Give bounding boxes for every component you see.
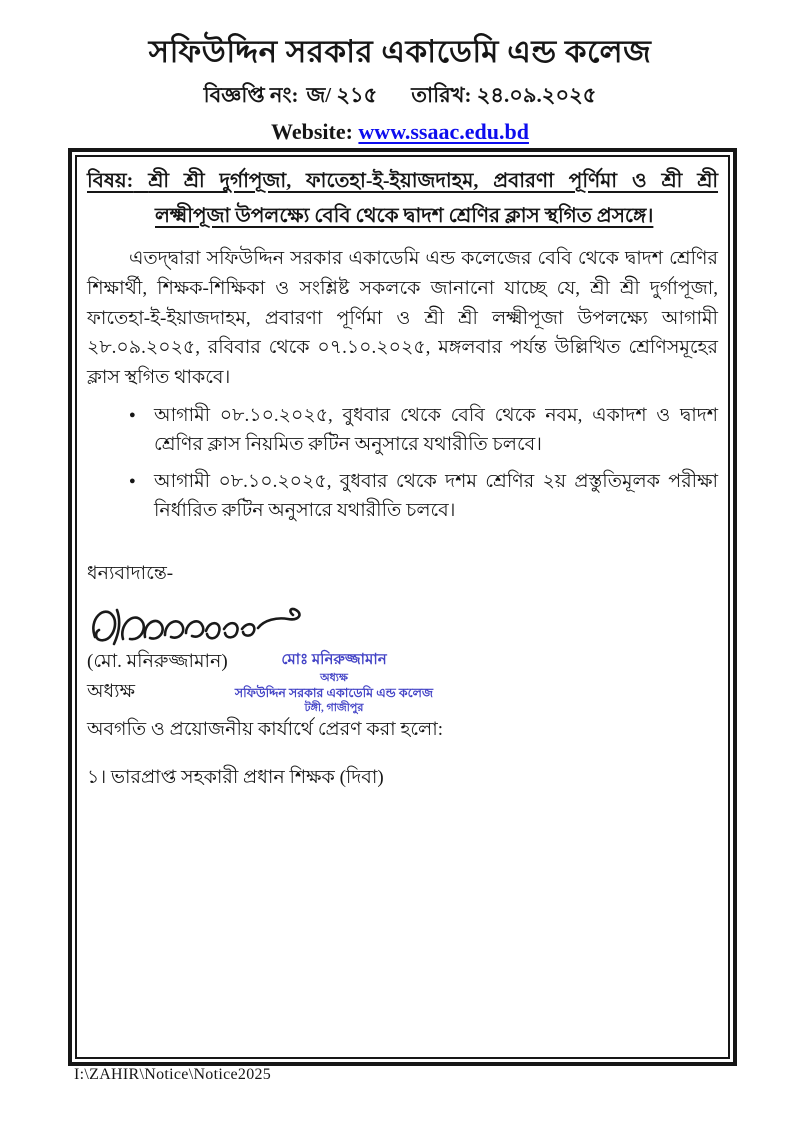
- notice-border-box: [68, 148, 737, 1066]
- bullet-list: [127, 402, 718, 525]
- subject-label: বিষয়:: [87, 170, 134, 192]
- signatory-designation: অধ্যক্ষ: [87, 681, 136, 703]
- bullet-item: ● আগামী ০৮.১০.২০২৫, বুধবার থেকে বেবি থেকে নবম, একাদশ ও দ্বাদশ শ্রেণির ক্লাস নিয়মিত রুটিন অনুসারে যথারীতি চলবে।: [127, 402, 718, 459]
- stamp-institution: সফিউদ্দিন সরকার একাডেমি এন্ড কলেজ: [234, 685, 434, 700]
- subject-block: [87, 166, 718, 231]
- date-value: ২৪.০৯.২০২৫: [476, 82, 597, 107]
- distribution-item: ১। ভারপ্রাপ্ত সহকারী প্রধান শিক্ষক (দিবা): [87, 767, 384, 789]
- document-header: [0, 0, 800, 145]
- subject-line-2: লক্ষ্মীপূজা উপলক্ষ্যে বেবি থেকে দ্বাদশ শ্রেণির ক্লাস স্থগিত প্রসঙ্গে।: [155, 205, 654, 227]
- principal-stamp: [209, 651, 459, 715]
- distribution-heading: অবগতি ও প্রয়োজনীয় কার্যার্থে প্রেরণ করা হলো:: [87, 719, 443, 741]
- school-name-title: সফিউদ্দিন সরকার একাডেমি এন্ড কলেজ: [148, 34, 652, 69]
- notice-no-value: জ/ ২১৫: [306, 82, 378, 107]
- website-label: Website:: [271, 118, 353, 144]
- date-label: তারিখ:: [411, 82, 472, 107]
- notice-body: [75, 155, 730, 1059]
- website-row: [0, 119, 800, 145]
- stamp-name: মোঃ মনিরুজ্জামান: [281, 652, 387, 669]
- signatory-name: (মো. মনিরুজ্জামান): [87, 651, 228, 673]
- bullet-item: ● আগামী ০৮.১০.২০২৫, বুধবার থেকে দশম শ্রেণির ২য় প্রস্তুতিমূলক পরীক্ষা নির্ধারিত রুটিন অনুসারে যথারীতি চলবে।: [127, 468, 718, 525]
- signature-block: [87, 597, 718, 715]
- subject-text-1: শ্রী শ্রী দুর্গাপূজা, ফাতেহা-ই-ইয়াজদাহম, প্রবারণা পূর্ণিমা ও শ্রী শ্রী: [148, 170, 719, 192]
- stamp-location: টঙ্গী, গাজীপুর: [304, 702, 364, 715]
- file-path-footer: I:\ZAHIR\Notice\Notice2025: [74, 1066, 272, 1083]
- stamp-designation: অধ্যক্ষ: [320, 671, 348, 684]
- notice-meta-line: [0, 79, 800, 114]
- website-link[interactable]: www.ssaac.edu.bd: [358, 118, 529, 144]
- notice-paragraph: এতদ্দ্বারা সফিউদ্দিন সরকার একাডেমি এন্ড কলেজের বেবি থেকে দ্বাদশ শ্রেণির শিক্ষার্থী, শিক্ষক-শিক্ষিকা ও সংশ্লিষ্ট সকলকে জানানো যাচ্ছে যে, শ্রী শ্রী দুর্গাপূজা, ফাতেহা-ই-ইয়াজদাহম, প্রবারণা পূর্ণিমা ও শ্রী শ্রী লক্ষ্মীপূজা উপলক্ষ্যে আগামী ২৮.০৯.২০২৫, রবিবার থেকে ০৭.১০.২০২৫, মঙ্গলবার পর্যন্ত উল্লিখিত শ্রেণিসমূহের ক্লাস স্থগিত থাকবে।: [87, 248, 718, 389]
- subject-line-1: [87, 166, 718, 196]
- notice-no-label: বিজ্ঞপ্তি নং:: [203, 82, 299, 107]
- closing-salutation: ধন্যবাদান্তে-: [87, 563, 174, 585]
